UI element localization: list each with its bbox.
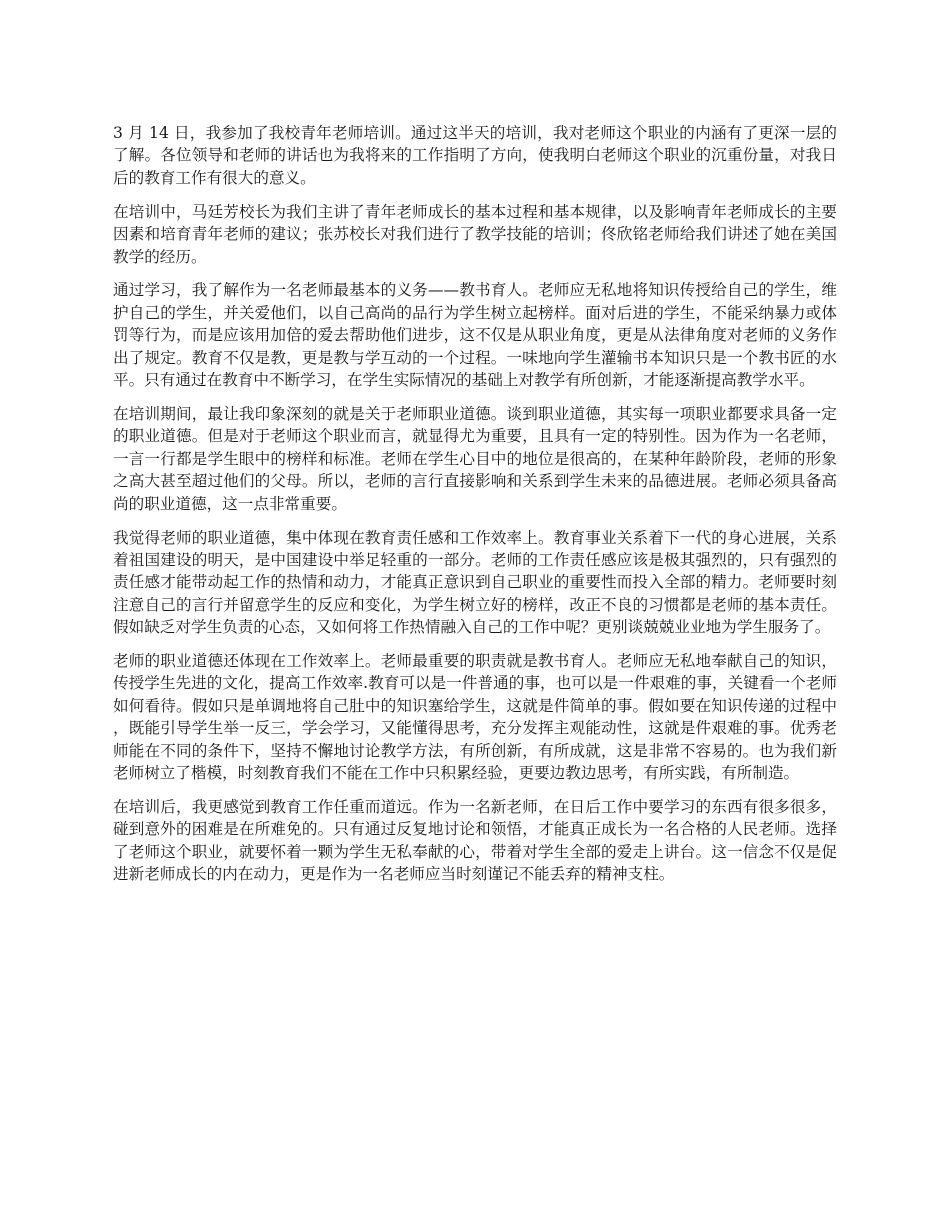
paragraph-6: 老师的职业道德还体现在工作效率上。老师最重要的职责就是教书育人。老师应无私地奉献自己的知识，传授学生先进的文化，提高工作效率.教育可以是一件普通的事，也可以是一件艰难的事，关键看一个老师如何看待。假如只是单调地将自己肚中的知识塞给学生，这就是件简单的事。假如要在知识传递的过程中，既能引导学生举一反三，学会学习，又能懂得思考，充分发挥主观能动性，这就是件艰难的事。优秀老师能在不同的条件下，坚持不懈地讨论教学方法，有所创新，有所成就，这是非常不容易的。也为我们新老师树立了楷模，时刻教育我们不能在工作中只积累经验，更要边教边思考，有所实践，有所制造。: [113, 652, 837, 783]
paragraph-5: 我觉得老师的职业道德，集中体现在教育责任感和工作效率上。教育事业关系着下一代的身心进展，关系着祖国建设的明天，是中国建设中举足轻重的一部分。老师的工作责任感应该是极其强烈的，只有强烈的责任感才能带动起工作的热情和动力，才能真正意识到自己职业的重要性而投入全部的精力。老师要时刻注意自己的言行并留意学生的反应和变化，为学生树立好的榜样，改正不良的习惯都是老师的基本责任。假如缺乏对学生负责的心态，又如何将工作热情融入自己的工作中呢？更别谈兢兢业业地为学生服务了。: [113, 528, 837, 637]
paragraph-3: 通过学习，我了解作为一名老师最基本的义务——教书育人。老师应无私地将知识传授给自己的学生，维护自己的学生，并关爱他们，以自己高尚的品行为学生树立起榜样。面对后进的学生，不能采纳暴力或体罚等行为，而是应该用加倍的爱去帮助他们进步，这不仅是从职业角度，更是从法律角度对老师的义务作出了规定。教育不仅是教，更是教与学互动的一个过程。一味地向学生灌输书本知识只是一个教书匠的水平。只有通过在教育中不断学习，在学生实际情况的基础上对教学有所创新，才能逐渐提高教学水平。: [113, 281, 837, 390]
paragraph-4: 在培训期间，最让我印象深刻的就是关于老师职业道德。谈到职业道德，其实每一项职业都要求具备一定的职业道德。但是对于老师这个职业而言，就显得尤为重要，且具有一定的特别性。因为作为一名老师，一言一行都是学生眼中的榜样和标准。老师在学生心目中的地位是很高的，在某种年龄阶段，老师的形象之高大甚至超过他们的父母。所以，老师的言行直接影响和关系到学生未来的品德进展。老师必须具备高尚的职业道德，这一点非常重要。: [113, 404, 837, 513]
document-body: [113, 122, 837, 897]
paragraph-2: 在培训中，马廷芳校长为我们主讲了青年老师成长的基本过程和基本规律，以及影响青年老师成长的主要因素和培育青年老师的建议；张苏校长对我们进行了教学技能的培训；佟欣铭老师给我们讲述了她在美国教学的经历。: [113, 202, 837, 266]
paragraph-1: 3 月 14 日，我参加了我校青年老师培训。通过这半天的培训，我对老师这个职业的内涵有了更深一层的了解。各位领导和老师的讲话也为我将来的工作指明了方向，使我明白老师这个职业的沉重份量，对我日后的教育工作有很大的意义。: [113, 124, 837, 187]
paragraph-7: 在培训后，我更感觉到教育工作任重而道远。作为一名新老师，在日后工作中要学习的东西有很多很多，碰到意外的困难是在所难免的。只有通过反复地讨论和领悟，才能真正成长为一名合格的人民老师。选择了老师这个职业，就要怀着一颗为学生无私奉献的心，带着对学生全部的爱走上讲台。这一信念不仅是促进新老师成长的内在动力，更是作为一名老师应当时刻谨记不能丢弃的精神支柱。: [113, 797, 837, 884]
